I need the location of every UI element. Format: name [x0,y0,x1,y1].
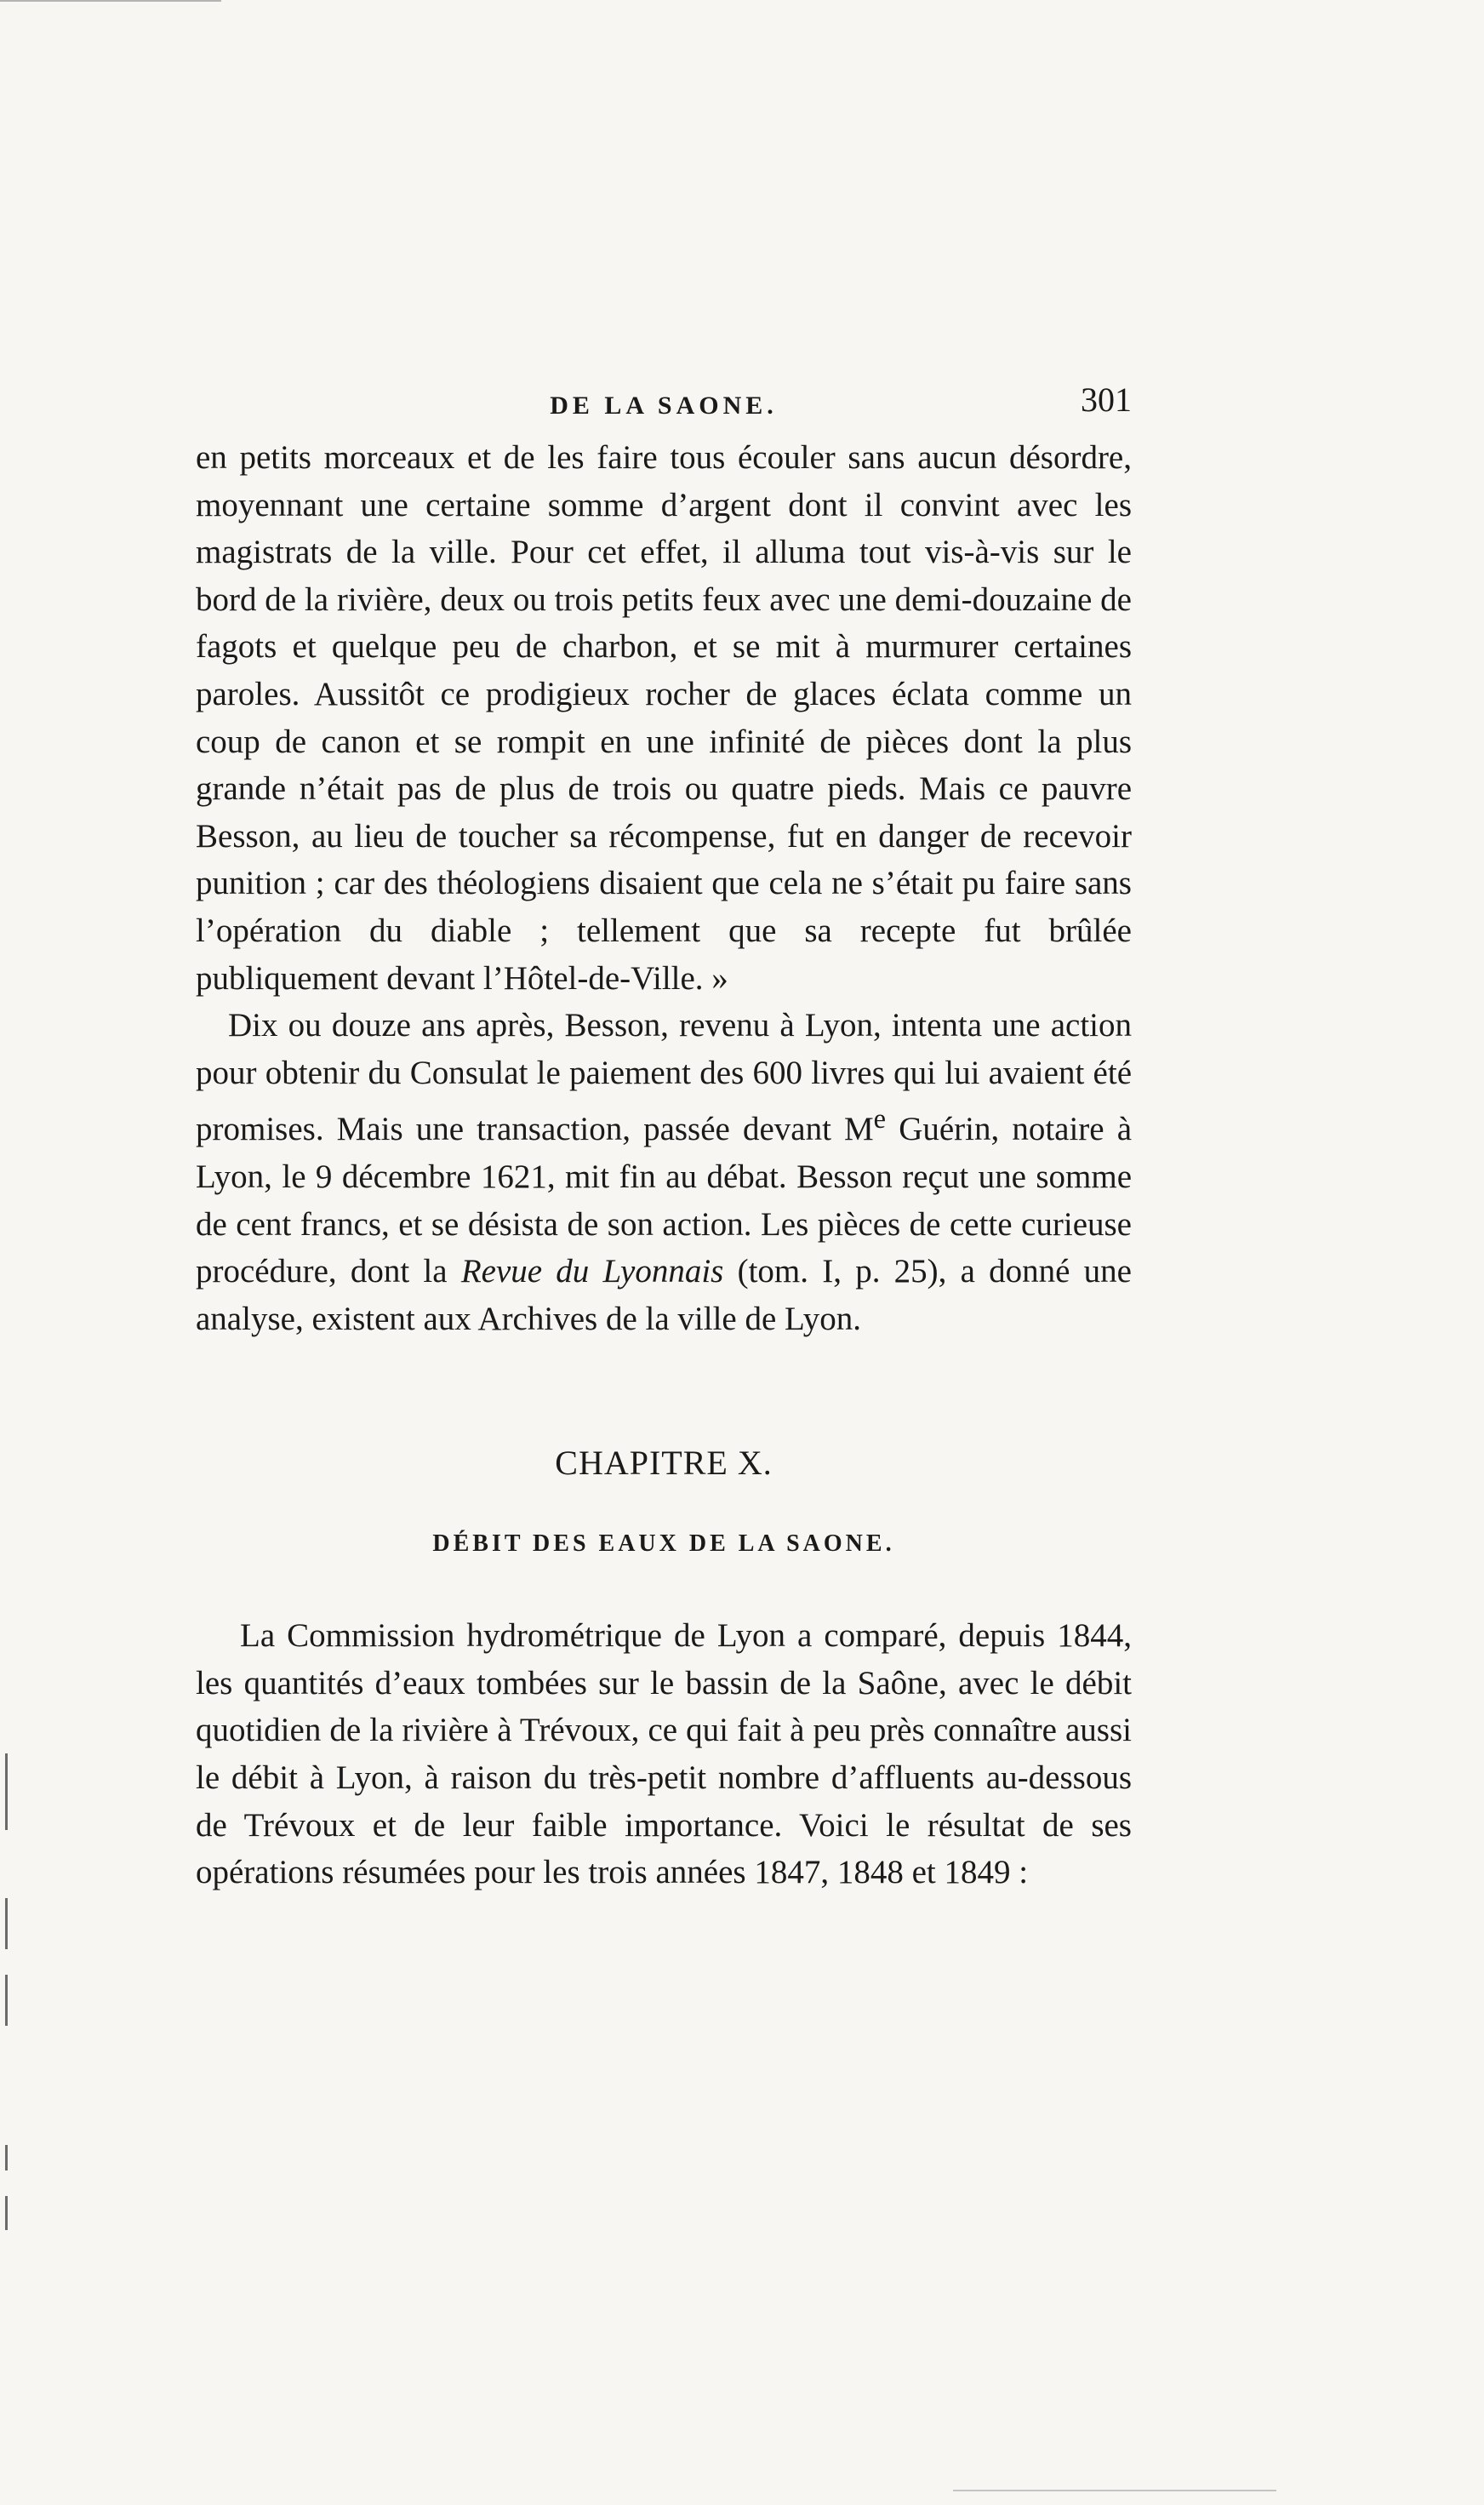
paragraph-text: (tom. I, p. 25), a donné une analyse, existent aux Archives de la ville de Lyon. [196,1253,1132,1337]
scan-edge-mark [5,1753,8,1830]
page-number: 301 [1081,380,1132,419]
chapter-title: CHAPITRE X. [555,1444,773,1483]
scan-edge-mark [953,2490,1276,2491]
paragraph-text: Dix ou douze ans après, Besson, revenu à Lyon, intenta une action pour obtenir du Consulat le paiement des 600 livres qui lui avaient été promises. Mais une transaction, passée devant M [196,1007,1132,1148]
scan-edge-mark [5,1975,8,2026]
paragraph-continuation: en petits morceaux et de les faire tous écouler sans aucun désordre, moyennant une certaine somme d’argent dont il convint avec les magistrats de la ville. Pour cet effet, il alluma tout vis-à-vis sur le bord de la rivière, deux ou trois petits feux avec une demi-douzaine de fagots et quelque peu de charbon, et se mit à murmurer certaines paroles. Aussitôt ce prodigieux rocher de glaces éclata comme un coup de canon et se rompit en une infinité de pièces dont la plus grande n’était pas de plus de trois ou quatre pieds. Mais ce pauvre Besson, au lieu de toucher sa récompense, fut en danger de recevoir punition ; car des théologiens disaient que cela ne s’était pu faire sans l’opération du diable ; tellement que sa recepte fut brûlée publiquement devant l’Hôtel-de-Ville. » [196,439,1132,997]
paragraph-text: Guérin, notaire à Lyon, le 9 décembre 1621, mit fin au débat. Besson reçut une somme de cent francs, et se désista de son action. Les pièces de cette curieuse procédure, dont la [196,1111,1133,1290]
paragraph-besson-lawsuit [196,1002,1132,1342]
page-content [196,375,1132,1896]
chapter-body [196,1612,1132,1896]
superscript: e [873,1104,887,1135]
scan-edge-mark [5,2145,8,2170]
scan-edge-mark [5,2196,8,2230]
scan-edge-mark [0,0,221,2]
paragraph-commission: La Commission hydrométrique de Lyon a comparé, depuis 1844, les quantités d’eaux tombées sur le bassin de la Saône, avec le débit quotidien de la rivière à Trévoux, ce qui fait à peu près connaître aussi le débit à Lyon, à raison du très-petit nombre d’affluents au-dessous de Trévoux et de leur faible importance. Voici le résultat de ses opérations résumées pour les trois années 1847, 1848 et 1849 : [196,1617,1132,1891]
journal-title: Revue du Lyonnais [460,1253,724,1290]
running-title: DE LA SAONE. [550,392,778,420]
scan-edge-mark [5,1898,8,1949]
running-header [196,375,1132,434]
section-title: DÉBIT DES EAUX DE LA SAONE. [432,1530,895,1558]
